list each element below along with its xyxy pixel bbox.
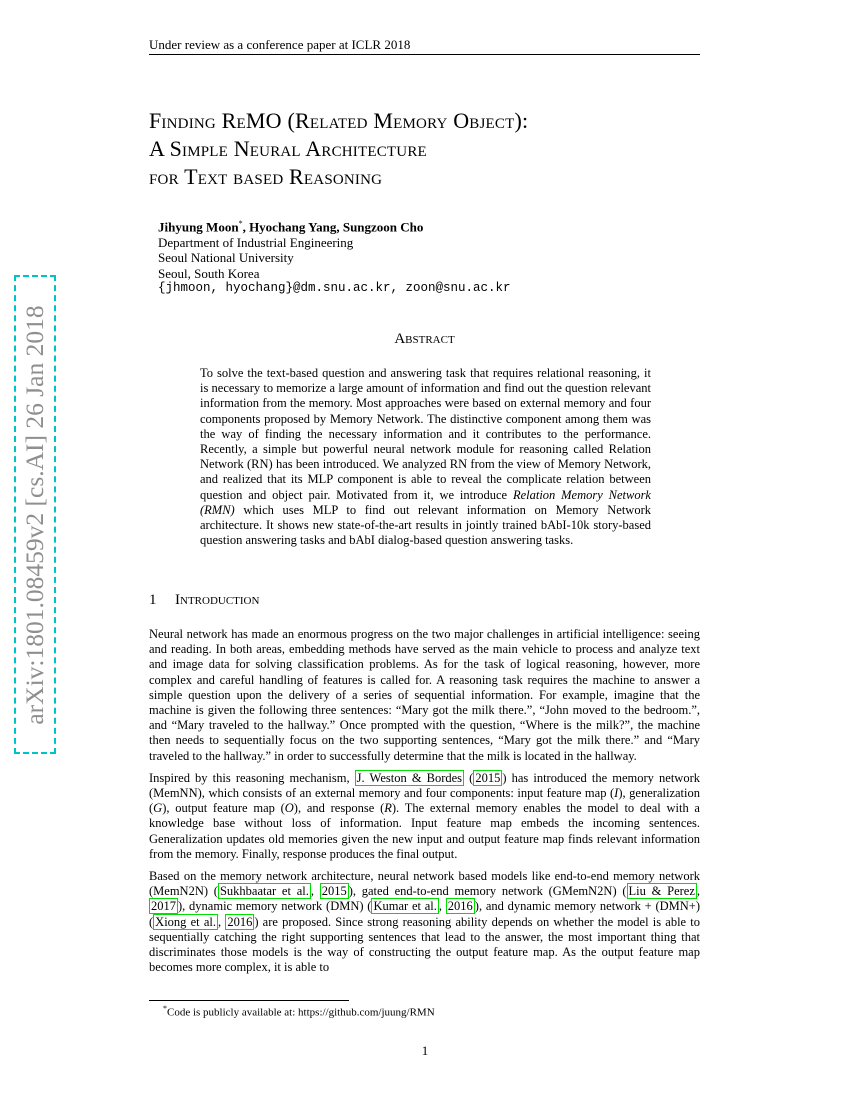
citation-link[interactable]: 2015 xyxy=(475,770,501,785)
page-number: 1 xyxy=(421,1043,429,1058)
title-line-2: A Simple Neural Architecture xyxy=(149,136,427,161)
title-line-1: Finding ReMO (Related Memory Object): xyxy=(149,108,529,133)
running-header: Under review as a conference paper at ICLR 2018 xyxy=(149,37,700,55)
citation-link[interactable]: Liu & Perez xyxy=(628,884,695,899)
section-title: Introduction xyxy=(175,592,260,608)
abstract-heading: Abstract xyxy=(394,331,455,347)
citation-link[interactable]: 2016 xyxy=(227,914,253,929)
author-location: Seoul, South Korea xyxy=(158,265,260,281)
introduction-body xyxy=(149,627,700,982)
author-names: Jihyung Moon*, Hyochang Yang, Sungzoon Cho xyxy=(158,219,424,235)
footnote: *Code is publicly available at: https://github.com/juung/RMN xyxy=(163,1004,435,1019)
citation-link[interactable]: 2015 xyxy=(321,884,347,899)
citation-link[interactable]: Kumar et al. xyxy=(373,899,437,914)
section-number: 1 xyxy=(149,592,157,608)
abstract-text: To solve the text-based question and answering task that requires relational reasoning, it is necessary to memorize a large amount of information and find out the question relevant information from the memory. Most approaches were based on external memory and four components proposed by Memory Network. The distinctive component among them was the way of finding the necessary information and it contributes to the performance. Recently, a simple but powerful neural network module for reasoning called Relation Network (RN) has been introduced. We analyzed RN from the view of Memory Network, and realized that its MLP component is able to reveal the complicate relation between question and object pair. Motivated from it, we introduce Relation Memory Network (RMN) which uses MLP to find out relevant information on Memory Network architecture. It shows new state-of-the-art results in jointly trained bAbI-10k story-based question answering tasks and bAbI dialog-based question answering tasks. xyxy=(200,366,651,548)
author-university: Seoul National University xyxy=(158,250,294,266)
citation-link[interactable]: Xiong et al. xyxy=(155,914,216,929)
paragraph: Based on the memory network architecture, neural network based models like end-to-end memory network (MemN2N) ( Sukhbaatar et al. , 2015 ), gated end-to-end memory network (GMemN2N) ( Liu & Perez , 2017 ), dynamic memory network (DMN) ( Kumar et al. , 2016 ), and dynamic memory network + (DMN+) ( Xiong et al. , 2016 ) are proposed. Since strong reasoning ability depends on whether the model is able to sequentially catching the right supporting sentences that lead to the answer, the most important thing that discriminates those models is the way of constructing the output feature map. As the output feature map becomes more complex, it is able to xyxy=(149,869,701,975)
paragraph: Neural network has made an enormous progress on the two major challenges in artificial intelligence: seeing and reading. In both areas, embedding methods have served as the main vehicle to process and analyze text and image data for solving classification problems. As for the task of logical reasoning, however, more complex and careful handling of features is called for. A reasoning task requires the machine to answer a simple question upon the delivery of a series of sequential information. For example, imagine that the machine is given the following three sentences: “Mary got the milk there.”, “John moved to the bedroom.”, and “Mary traveled to the hallway.” Once prompted with the question, “Where is the milk?”, the machine then needs to sequentially focus on the two supporting sentences, “Mary got the milk there.” and “Mary traveled to the hallway.” in order to successfully determine that the milk is located in the hallway. xyxy=(149,627,700,763)
arxiv-stamp[interactable] xyxy=(14,275,56,754)
paper-title xyxy=(149,107,749,191)
author-block xyxy=(158,216,658,297)
citation-link[interactable]: Sukhbaatar et al. xyxy=(219,884,309,899)
rmn-emphasis: Relation Memory Network (RMN) xyxy=(200,487,651,517)
citation-link[interactable]: J. Weston & Bordes xyxy=(356,770,463,785)
footnote-mark: * xyxy=(238,219,243,228)
citation-link[interactable]: 2017 xyxy=(151,899,176,914)
author-department: Department of Industrial Engineering xyxy=(158,234,354,250)
arxiv-stamp-text: arXiv:1801.08459v2 [cs.AI] 26 Jan 2018 xyxy=(20,304,49,725)
paragraph: Inspired by this reasoning mechanism, J. Weston & Bordes ( 2015 ) has introduced the memory network (MemNN), which consists of an external memory and four components: input feature map (I), generalization (G), output feature map (O), and response (R). The external memory enables the model to deal with a knowledge base without loss of information. Input feature map embeds the incoming sentences. Generalization updates old memories given the new input and output feature map finds relevant information from the memory. Finally, response produces the final output. xyxy=(149,770,700,861)
section-heading-introduction xyxy=(149,592,259,609)
footnote-divider xyxy=(149,1000,349,1001)
author-emails: {jhmoon, hyochang}@dm.snu.ac.kr, zoon@snu.ac.kr xyxy=(158,281,511,296)
title-line-3: for Text based Reasoning xyxy=(149,164,383,189)
citation-link[interactable]: 2016 xyxy=(447,899,473,914)
